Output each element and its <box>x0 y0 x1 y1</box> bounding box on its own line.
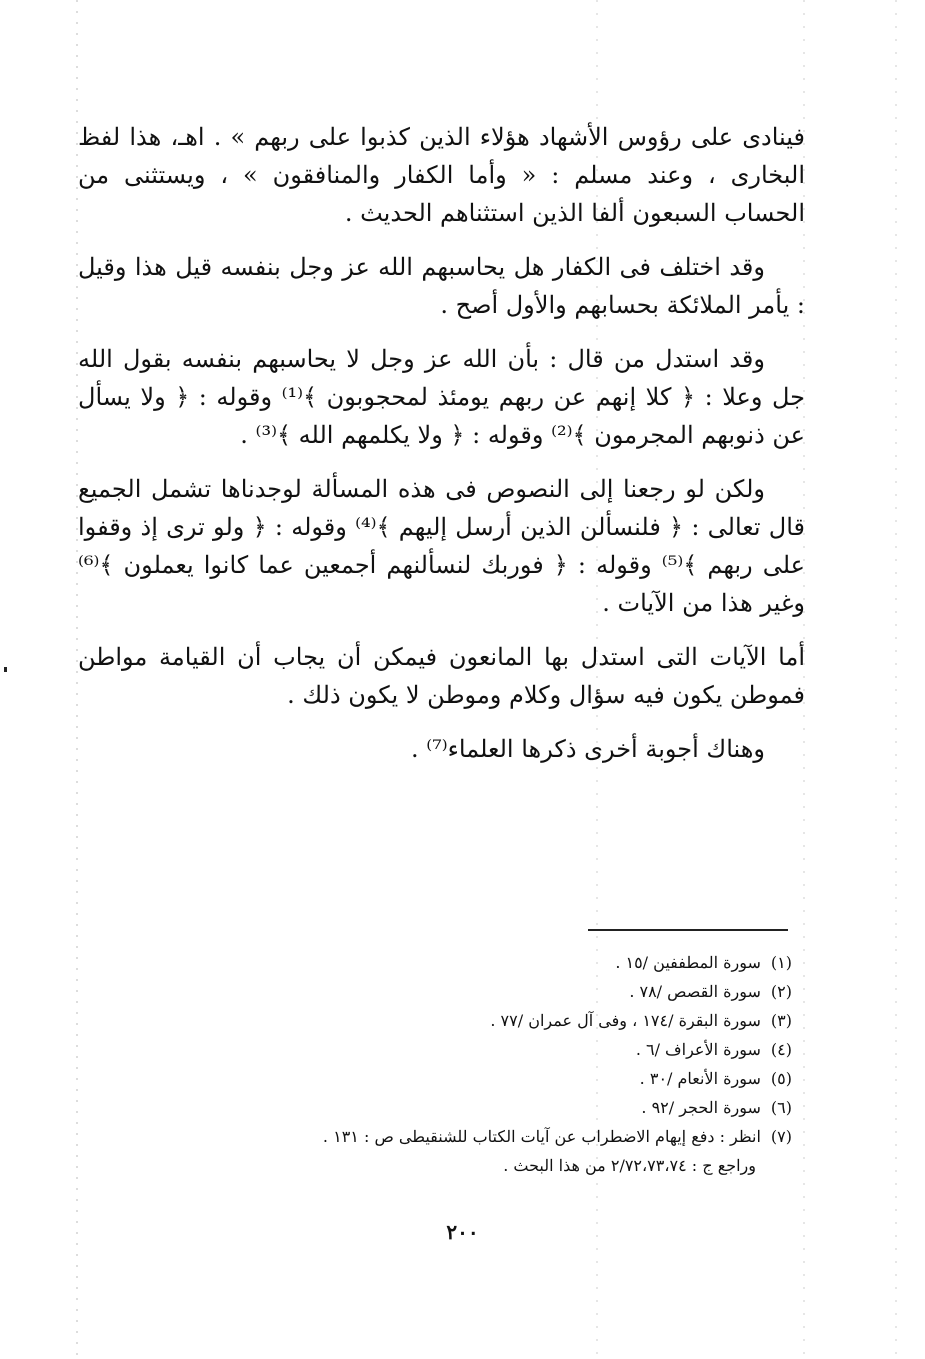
paragraph-6: وهناك أجوبة أخرى ذكرها العلماء⁽⁷⁾ . <box>410 735 765 763</box>
footnote-text: سورة الأعراف /٦ . <box>635 1040 761 1059</box>
scan-edge-mark <box>4 667 7 672</box>
footnote-text: سورة الحجر /٩٢ . <box>641 1098 761 1117</box>
footnote-number: (٣) <box>770 1011 792 1030</box>
footnote-4 <box>160 1035 792 1064</box>
footnote-separator <box>588 929 788 931</box>
footnote-text: سورة القصص /٧٨ . <box>629 982 761 1001</box>
footnote-5 <box>160 1064 792 1093</box>
footnote-text: سورة الأنعام /٣٠ . <box>639 1069 761 1088</box>
footnotes <box>160 948 792 1180</box>
footnote-number: (٧) <box>770 1127 792 1146</box>
page-number: ٢٠٠ <box>446 1220 479 1244</box>
footnote-3 <box>160 1006 792 1035</box>
footnote-text: انظر : دفع إيهام الاضطراب عن آيات الكتاب للشنقيطى ص : ١٣١ . <box>322 1127 761 1146</box>
footnote-number: (٢) <box>770 982 792 1001</box>
footnote-number: (٤) <box>770 1040 792 1059</box>
paragraph-1: فينادى على رؤوس الأشهاد هؤلاء الذين كذبوا على ربهم » . اهـ، هذا لفظ البخارى ، وعند مسلم : « وأما الكفار والمنافقون » ، ويستثنى من الحساب السبعون ألفا الذين استثناهم الحديث . <box>78 123 805 227</box>
footnote-7 <box>160 1122 792 1151</box>
footnote-2 <box>160 977 792 1006</box>
main-text <box>78 118 805 768</box>
paragraph-4: ولكن لو رجعنا إلى النصوص فى هذه المسألة لوجدناها تشمل الجميع قال تعالى : ﴿ فلنسألن الذين أرسل إليهم ﴾⁽⁴⁾ وقوله : ﴿ ولو ترى إذ وقفوا على ربهم ﴾⁽⁵⁾ وقوله : ﴿ فوربك لنسألنهم أجمعين عما كانوا يعملون ﴾⁽⁶⁾ وغير هذا من الآيات . <box>78 475 806 617</box>
footnote-number: (٥) <box>770 1069 792 1088</box>
footnote-7-continuation: وراجع ج : ٢/٧٢،٧٣،٧٤ من هذا البحث . <box>503 1156 756 1175</box>
paragraph-5: أما الآيات التى استدل بها المانعون فيمكن أن يجاب أن القيامة مواطن فموطن يكون فيه سؤال وكلام وموطن لا يكون ذلك . <box>78 643 805 709</box>
footnote-number: (١) <box>770 953 792 972</box>
paragraph-3: وقد استدل من قال : بأن الله عز وجل لا يحاسبهم بنفسه بقول الله جل وعلا : ﴿ كلا إنهم عن ربهم يومئذ لمحجوبون ﴾⁽¹⁾ وقوله : ﴿ ولا يسأل عن ذنوبهم المجرمون ﴾⁽²⁾ وقوله : ﴿ ولا يكلمهم الله ﴾⁽³⁾ . <box>78 345 805 449</box>
footnote-6 <box>160 1093 792 1122</box>
footnote-number: (٦) <box>770 1098 792 1117</box>
footnote-text: سورة البقرة /١٧٤ ، وفى آل عمران /٧٧ . <box>490 1011 761 1030</box>
paragraph-2: وقد اختلف فى الكفار هل يحاسبهم الله عز وجل بنفسه قيل هذا وقيل : يأمر الملائكة بحسابهم والأول أصح . <box>78 253 805 319</box>
footnote-text: سورة المطففين /١٥ . <box>615 953 761 972</box>
footnote-1 <box>160 948 792 977</box>
